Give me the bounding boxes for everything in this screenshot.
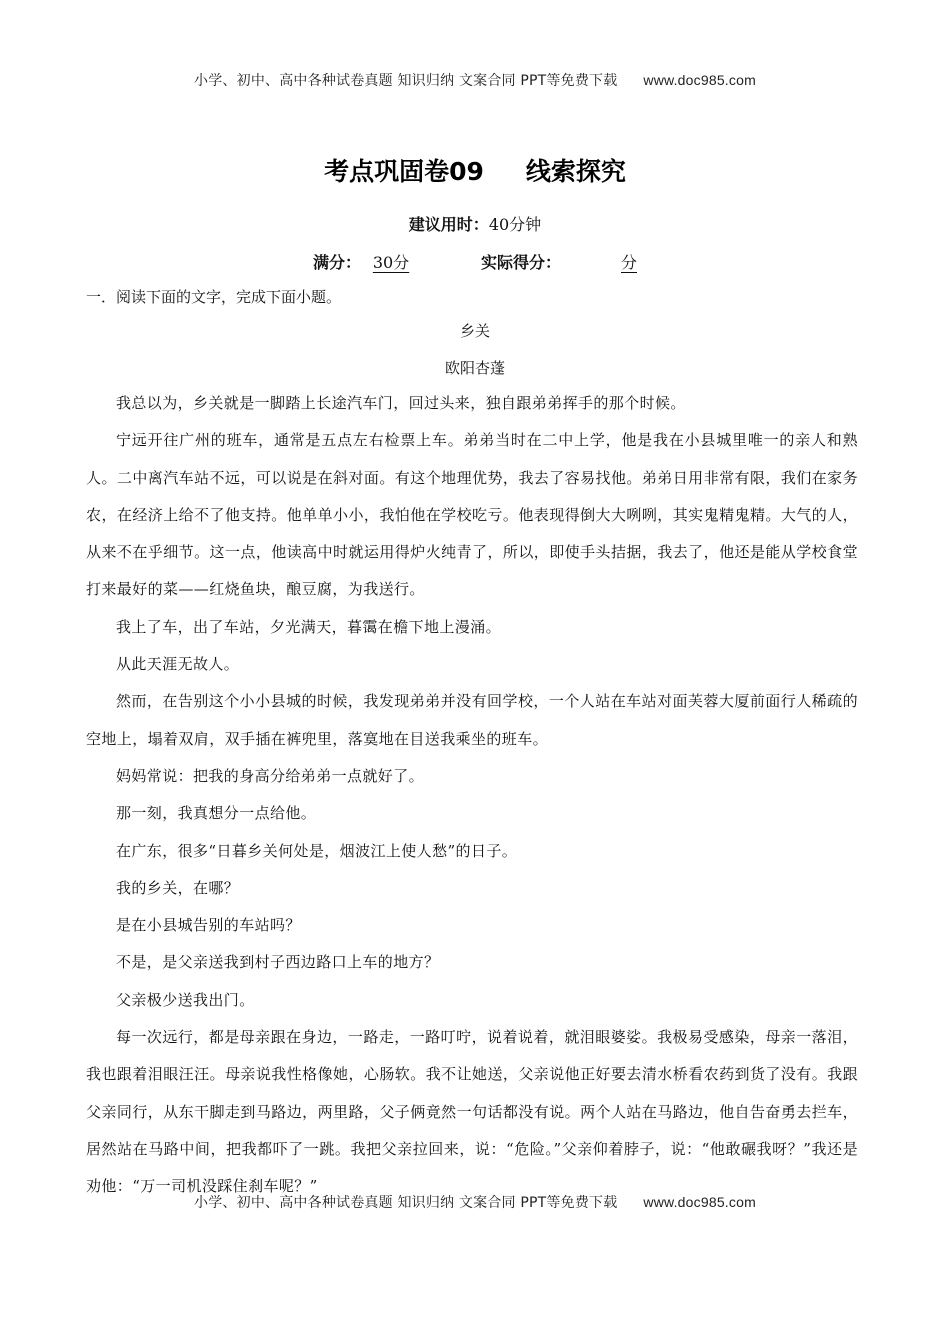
paragraph: 宁远开往广州的班车，通常是五点左右检票上车。弟弟当时在二中上学，他是我在小县城里唯一的亲人和熟人。二中离汽车站不远，可以说是在斜对面。有这个地理优势，我去了容易找他。弟弟日用非常有限，我们在家务农，在经济上给不了他支持。他单单小小，我怕他在学校吃亏。他表现得倒大大咧咧，其实鬼精鬼精。大气的人，从来不在乎细节。这一点，他读高中时就运用得炉火纯青了，所以，即使手头拮据，我去了，他还是能从学校食堂打来最好的菜——红烧鱼块，酿豆腐，为我送行。 (86, 431, 858, 599)
page-footer (0, 1192, 950, 1212)
passage-author: 欧阳杏蓬 (444, 359, 505, 377)
score-line (0, 250, 950, 273)
paragraph: 父亲极少送我出门。 (116, 990, 255, 1009)
page-title (0, 152, 950, 188)
header-text: 小学、初中、高中各种试卷真题 知识归纳 文案合同 PPT等免费下载 (194, 73, 618, 89)
paragraph: 我的乡关，在哪？ (116, 878, 240, 897)
actual-score-blank[interactable]: 分 (621, 253, 638, 272)
suggested-time (0, 212, 950, 235)
passage-body (86, 385, 858, 1206)
paragraph: 我总以为，乡关就是一脚踏上长途汽车门，回过头来，独自跟弟弟挥手的那个时候。 (116, 394, 686, 412)
passage-title: 乡关 (459, 322, 490, 340)
actual-score-label: 实际得分： (481, 253, 562, 272)
paragraph: 我上了车，出了车站，夕光满天，暮霭在檐下地上漫涌。 (116, 617, 502, 636)
paragraph: 在广东，很多“日暮乡关何处是，烟波江上使人愁”的日子。 (116, 841, 518, 860)
paragraph: 然而，在告别这个小小县城的时候，我发现弟弟并没有回学校，一个人站在车站对面芙蓉大厦前面行人稀疏的空地上，塌着双肩，双手插在裤兜里，落寞地在目送我乘坐的班车。 (86, 692, 858, 748)
footer-site-link[interactable]: www.doc985.com (643, 1194, 756, 1210)
paragraph: 每一次远行，都是母亲跟在身边，一路走，一路叮咛，说着说着，就泪眼婆娑。我极易受感染，母亲一落泪，我也跟着泪眼汪汪。母亲说我性格像她，心肠软。我不让她送，父亲说他正好要去清水桥看农药到货了没有。我跟父亲同行，从东干脚走到马路边，两里路，父子俩竟然一句话都没有说。两个人站在马路边，他自告奋勇去拦车，居然站在马路中间，把我都吓了一跳。我把父亲拉回来，说：“危险。”父亲仰着脖子，说：“他敢碾我呀？”我还是劝他：“万一司机没踩住刹车呢？” (86, 1028, 858, 1196)
time-value: 40分钟 (488, 215, 542, 234)
title-part2: 线索探究 (525, 157, 626, 186)
time-label: 建议用时： (408, 215, 489, 234)
page-header (0, 70, 950, 90)
paragraph: 不是，是父亲送我到村子西边路口上车的地方？ (116, 953, 440, 972)
paragraph: 妈妈常说：把我的身高分给弟弟一点就好了。 (116, 766, 425, 785)
title-part1: 考点巩固卷09 (324, 157, 484, 186)
question-instruction: 一．阅读下面的文字，完成下面小题。 (86, 288, 342, 306)
paragraph: 是在小县城告别的车站吗？ (116, 916, 301, 935)
paragraph: 那一刻，我真想分一点给他。 (116, 804, 317, 823)
full-score-value: 30分 (372, 253, 410, 272)
footer-text: 小学、初中、高中各种试卷真题 知识归纳 文案合同 PPT等免费下载 (194, 1195, 618, 1211)
header-site-link[interactable]: www.doc985.com (643, 72, 756, 88)
paragraph: 从此天涯无故人。 (116, 655, 240, 674)
full-score-label: 满分： (312, 253, 361, 272)
